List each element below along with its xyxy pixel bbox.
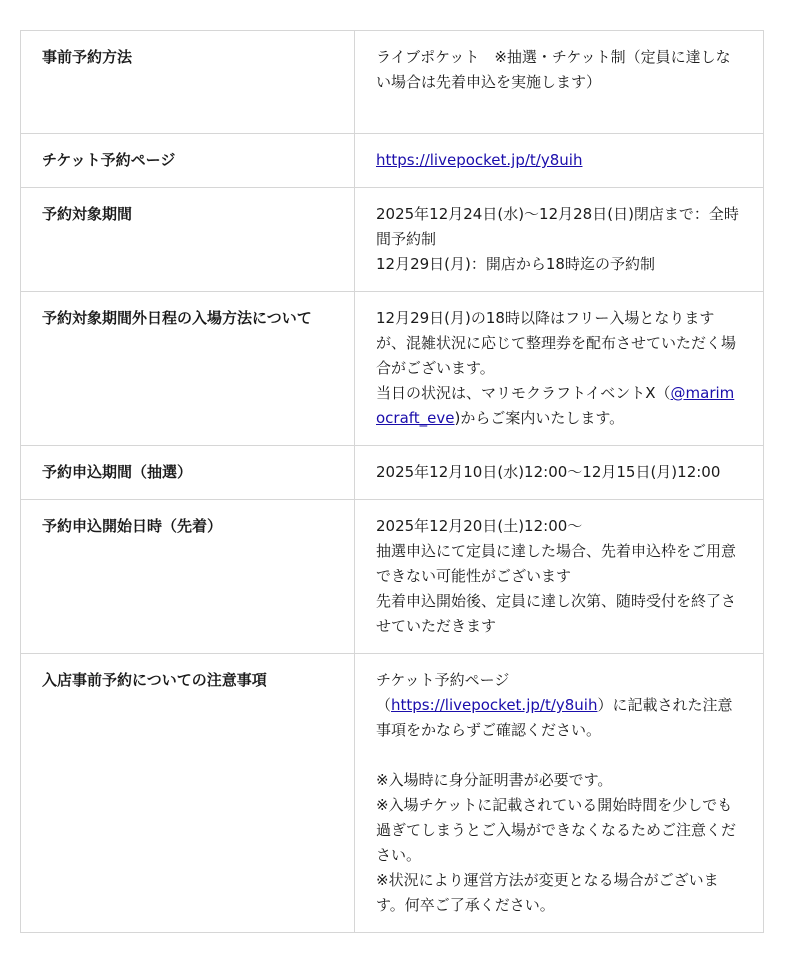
row-value-text — [376, 693, 743, 743]
row-value — [355, 188, 764, 292]
row-value — [355, 292, 764, 446]
row-label: 予約対象期間外日程の入場方法について — [21, 292, 355, 446]
table-row — [21, 446, 764, 500]
table-row — [21, 188, 764, 292]
table-row — [21, 654, 764, 933]
row-value-text-part: （ — [376, 696, 392, 714]
reservation-info-table — [20, 30, 764, 933]
notice-item: ※入場チケットに記載されている開始時間を少しでも過ぎてしまうとご入場ができなくなるためご注意ください。 — [376, 796, 737, 864]
row-label: 予約申込開始日時（先着） — [21, 500, 355, 654]
row-value-text: 先着申込開始後、定員に達し次第、随時受付を終了させていただきます — [376, 592, 737, 635]
ticket-page-link[interactable]: https://livepocket.jp/t/y8uih — [376, 151, 583, 169]
row-label: 事前予約方法 — [21, 31, 355, 134]
table-row — [21, 31, 764, 134]
row-value-text: 抽選申込にて定員に達した場合、先着申込枠をご用意できない可能性がございます — [376, 542, 737, 585]
row-value-text: 12月29日(月)の18時以降はフリー入場となりますが、混雑状況に応じて整理券を配布させていただく場合がございます。 — [376, 309, 737, 377]
notice-item: ※状況により運営方法が変更となる場合がございます。何卒ご了承ください。 — [376, 871, 719, 914]
ticket-page-link[interactable]: https://livepocket.jp/t/y8uih — [391, 696, 598, 714]
table-row — [21, 500, 764, 654]
row-value-text: 2025年12月10日(水)12:00～12月15日(月)12:00 — [376, 463, 721, 481]
row-value-text: ライブポケット ※抽選・チケット制（定員に達しない場合は先着申込を実施します） — [376, 48, 731, 91]
row-value — [355, 500, 764, 654]
x-account-link[interactable]: @marimocraft_eve — [376, 384, 735, 427]
row-label: 予約対象期間 — [21, 188, 355, 292]
row-value — [355, 654, 764, 933]
row-value-text: チケット予約ページ — [376, 671, 510, 689]
spacer-line — [376, 743, 743, 768]
row-value — [355, 446, 764, 500]
row-value — [355, 134, 764, 188]
row-value — [355, 31, 764, 134]
table-row — [21, 134, 764, 188]
row-value-text: 12月29日(月)：開店から18時迄の予約制 — [376, 255, 655, 273]
row-value-text: 2025年12月24日(水)～12月28日(日)閉店まで：全時間予約制 — [376, 205, 739, 248]
row-label: チケット予約ページ — [21, 134, 355, 188]
row-value-text-part: )からご案内いたします。 — [454, 409, 625, 427]
row-value-text-part: ）に記載された注意事項をかならずご確認ください。 — [376, 696, 733, 739]
row-label: 入店事前予約についての注意事項 — [21, 654, 355, 933]
row-label: 予約申込期間（抽選） — [21, 446, 355, 500]
row-value-text: 2025年12月20日(土)12:00～ — [376, 517, 583, 535]
table-row — [21, 292, 764, 446]
row-value-text — [376, 381, 743, 431]
row-value-text-part: 当日の状況は、マリモクラフトイベントX（ — [376, 384, 671, 402]
notice-item: ※入場時に身分証明書が必要です。 — [376, 771, 613, 789]
